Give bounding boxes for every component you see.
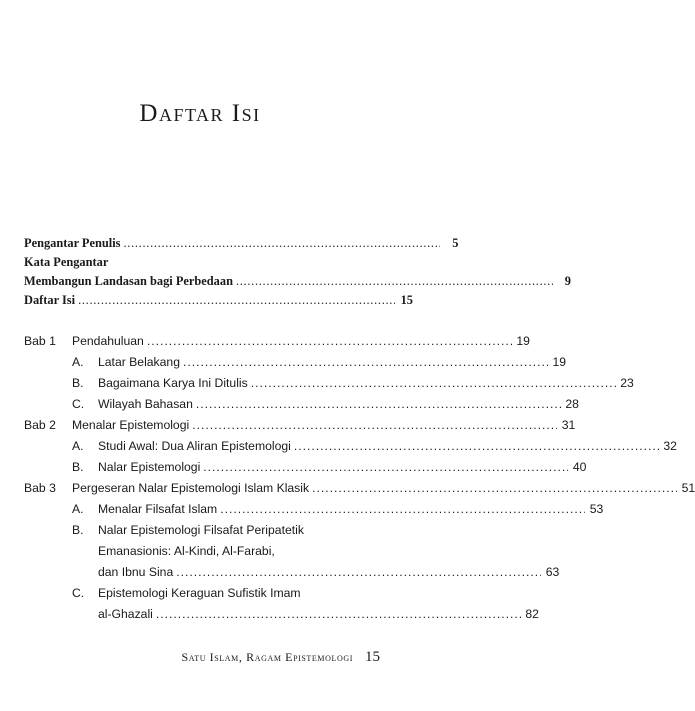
toc-entry-page: 9 (564, 274, 571, 288)
section-title: Wilayah Bahasan . . . (98, 397, 565, 411)
section-row[interactable] (24, 355, 567, 376)
section-title-line: dan Ibnu Sina . . . (98, 565, 545, 579)
section-title-line: Nalar Epistemologi Filsafat Peripatetik (98, 523, 304, 537)
toc-entry-pengantar-penulis[interactable] (24, 236, 459, 255)
section-row[interactable] (24, 439, 677, 460)
section-continuation (24, 565, 560, 586)
section-continuation (24, 544, 364, 565)
section-letter: A. (72, 355, 84, 369)
section-title: Latar Belakang . . . (98, 355, 552, 369)
section-letter: B. (72, 523, 84, 537)
chapter-page: 51 (681, 481, 695, 495)
section-letter: A. (72, 502, 84, 516)
section-page: 32 (663, 439, 677, 453)
section-page: 82 (525, 607, 539, 621)
page-title: Daftar Isi (139, 100, 261, 127)
section-title-line: Epistemologi Keraguan Sufistik Imam (98, 586, 301, 600)
chapter-page: 19 (516, 334, 530, 348)
section-letter: B. (72, 460, 84, 474)
section-letter: C. (72, 586, 85, 600)
section-page: 53 (589, 502, 604, 516)
toc-entry-title: Membangun Landasan bagi Perbedaan . . . (24, 274, 557, 289)
section-page: 40 (572, 460, 587, 474)
chapter-row[interactable] (24, 334, 530, 355)
section-page: 23 (620, 376, 634, 390)
chapter-page: 31 (561, 418, 576, 432)
chapter-number: Bab 3 (24, 481, 56, 495)
toc-entry-title: Kata Pengantar (24, 255, 109, 269)
section-row[interactable] (24, 460, 587, 481)
section-page: 63 (545, 565, 560, 579)
toc-entry-page: 15 (400, 293, 413, 307)
section-letter: C. (72, 397, 85, 411)
toc-entry-page: 5 (452, 236, 459, 250)
toc-entry-kata-pengantar[interactable] (24, 255, 360, 274)
section-letter: A. (72, 439, 84, 453)
chapter-title: Menalar Epistemologi . . . (72, 418, 561, 432)
running-title: Satu Islam, Ragam Epistemologi (181, 650, 353, 664)
section-row[interactable] (24, 502, 604, 523)
chapter-number: Bab 1 (24, 334, 56, 348)
section-letter: B. (72, 376, 84, 390)
section-title: Bagaimana Karya Ini Ditulis . . . (98, 376, 620, 390)
toc-entry-membangun-landasan[interactable] (24, 274, 571, 293)
section-row[interactable] (24, 586, 364, 607)
chapter-row[interactable] (24, 481, 695, 502)
toc-entry-daftar-isi[interactable] (24, 293, 413, 312)
section-row[interactable] (24, 523, 364, 544)
running-footer (0, 648, 380, 666)
front-matter-list (24, 236, 571, 312)
chapter-title: Pergeseran Nalar Epistemologi Islam Klasik . . . (72, 481, 681, 495)
toc-entry-title: Daftar Isi . . . (24, 293, 399, 308)
section-continuation (24, 607, 539, 628)
section-row[interactable] (24, 376, 634, 397)
toc-entry-title: Pengantar Penulis . . . (24, 236, 444, 251)
chapter-title: Pendahuluan . . . (72, 334, 516, 348)
section-title-line: al-Ghazali . . . (98, 607, 525, 621)
section-title: Studi Awal: Dua Aliran Epistemologi . . . (98, 439, 663, 453)
section-title-line: Emanasionis: Al-Kindi, Al-Farabi, (98, 544, 275, 558)
chapter-list (24, 334, 695, 628)
section-row[interactable] (24, 397, 579, 418)
section-title: Menalar Filsafat Islam . . . (98, 502, 589, 516)
page-number: 15 (365, 649, 380, 665)
section-title: Nalar Epistemologi . . . (98, 460, 572, 474)
chapter-number: Bab 2 (24, 418, 56, 432)
section-page: 28 (565, 397, 579, 411)
section-page: 19 (552, 355, 567, 369)
chapter-row[interactable] (24, 418, 576, 439)
